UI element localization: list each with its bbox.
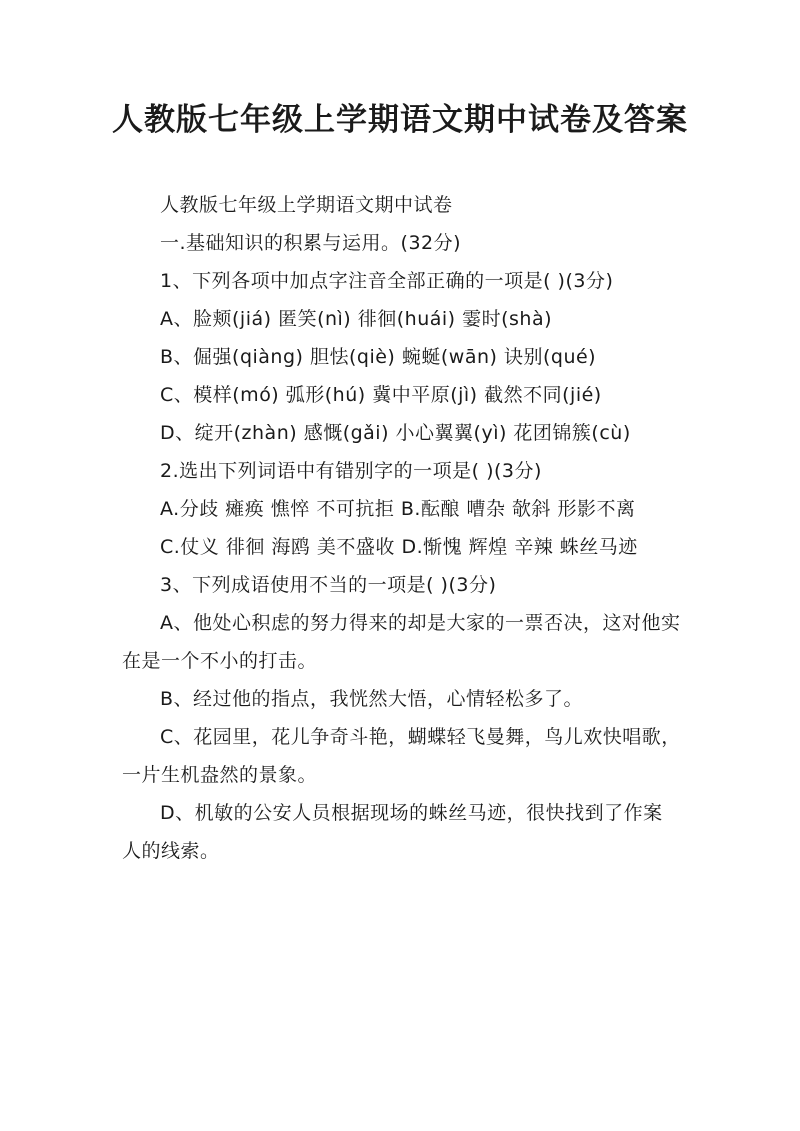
document-body (122, 186, 682, 870)
question-1-option-a: A、脸颊(jiá) 匿笑(nì) 徘徊(huái) 霎时(shà) (160, 308, 553, 330)
exam-subtitle: 人教版七年级上学期语文期中试卷 (160, 194, 453, 216)
question-3-option-a: A、他处心积虑的努力得来的却是大家的一票否决，这对他实在是一个不小的打击。 (122, 612, 681, 672)
question-1-option-d: D、绽开(zhàn) 感慨(gǎi) 小心翼翼(yì) 花团锦簇(cù) (160, 422, 631, 444)
question-3-option-c: C、花园里，花儿争奇斗艳，蝴蝶轻飞曼舞，鸟儿欢快唱歌，一片生机盎然的景象。 (122, 726, 681, 786)
question-1: 1、下列各项中加点字注音全部正确的一项是( )(3分) (160, 270, 614, 292)
question-1-option-b: B、倔强(qiàng) 胆怯(qiè) 蜿蜒(wān) 诀别(qué) (160, 346, 597, 368)
question-2-options-ab: A.分歧 瘫痪 憔悴 不可抗拒 B.酝酿 嘈杂 欹斜 形影不离 (160, 498, 636, 520)
question-2: 2.选出下列词语中有错别字的一项是( )(3分) (160, 460, 542, 482)
question-3: 3、下列成语使用不当的一项是( )(3分) (160, 574, 497, 596)
question-3-option-d: D、机敏的公安人员根据现场的蛛丝马迹，很快找到了作案人的线索。 (122, 802, 663, 862)
document-title: 人教版七年级上学期语文期中试卷及答案 (112, 102, 688, 138)
question-3-option-b: B、经过他的指点，我恍然大悟，心情轻松多了。 (160, 688, 584, 710)
question-2-options-cd: C.仗义 徘徊 海鸥 美不盛收 D.惭愧 辉煌 辛辣 蛛丝马迹 (160, 536, 638, 558)
section-heading: 一.基础知识的积累与运用。(32分) (160, 232, 462, 254)
question-1-option-c: C、模样(mó) 弧形(hú) 冀中平原(jì) 截然不同(jié) (160, 384, 602, 406)
